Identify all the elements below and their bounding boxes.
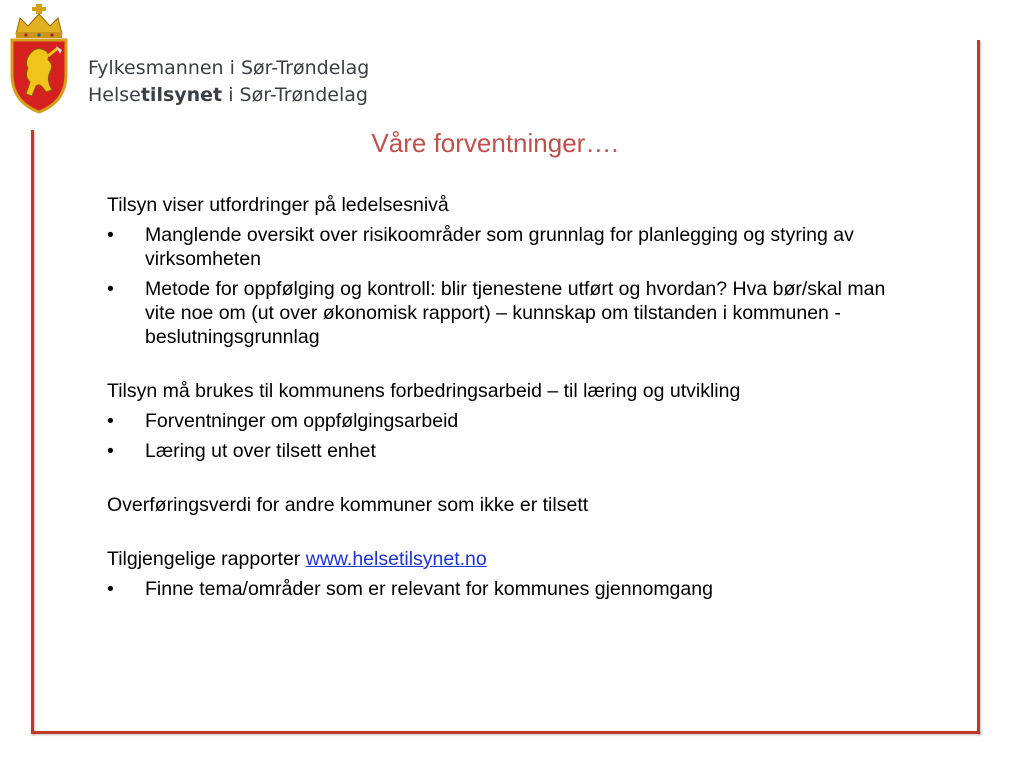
section-4-heading-text: Tilgjengelige rapporter bbox=[107, 548, 306, 570]
list-item bbox=[107, 577, 907, 601]
section-3-heading: Overføringsverdi for andre kommuner som ikke er tilsett bbox=[107, 494, 589, 516]
bullet-icon: • bbox=[107, 278, 114, 300]
list-item bbox=[107, 439, 907, 463]
section-1-heading: Tilsyn viser utfordringer på ledelsesnivå bbox=[107, 194, 449, 216]
bullet-text: Læring ut over tilsett enhet bbox=[145, 440, 376, 462]
spacer bbox=[107, 355, 907, 379]
bullet-icon: • bbox=[107, 440, 114, 462]
frame-bottom-border bbox=[31, 731, 980, 734]
bullet-icon: • bbox=[107, 224, 114, 246]
section-4-heading bbox=[107, 547, 907, 571]
coat-of-arms-icon bbox=[6, 2, 72, 114]
spacer bbox=[107, 523, 907, 547]
organization-name bbox=[88, 55, 369, 109]
helsetilsynet-link[interactable]: www.helsetilsynet.no bbox=[305, 548, 487, 570]
bullet-icon: • bbox=[107, 410, 114, 432]
org-line-1: Fylkesmannen i Sør-Trøndelag bbox=[88, 57, 370, 79]
frame-left-border bbox=[31, 130, 34, 734]
spacer bbox=[107, 469, 907, 493]
bullet-text: Finne tema/områder som er relevant for kommunes gjennomgang bbox=[145, 578, 713, 600]
list-item bbox=[107, 409, 907, 433]
slide-title: Våre forventninger…. bbox=[371, 128, 619, 158]
bullet-text: Manglende oversikt over risikoområder som grunnlag for planlegging og styring av virksomheten bbox=[145, 224, 854, 270]
list-item bbox=[107, 277, 907, 349]
org-line-2-prefix: Helse bbox=[88, 84, 141, 106]
bullet-icon: • bbox=[107, 578, 114, 600]
slide-body bbox=[107, 193, 907, 607]
org-line-2-suffix: i Sør-Trøndelag bbox=[222, 84, 368, 106]
bullet-text: Metode for oppfølging og kontroll: blir tjenestene utført og hvordan? Hva bør/skal man vite noe om (ut over økonomisk rapport) – kunnskap om tilstanden i kommunen - beslutningsgrunnlag bbox=[145, 278, 886, 348]
org-line-2 bbox=[88, 82, 369, 109]
bullet-text: Forventninger om oppfølgingsarbeid bbox=[145, 410, 459, 432]
list-item bbox=[107, 223, 907, 271]
section-2-heading: Tilsyn må brukes til kommunens forbedringsarbeid – til læring og utvikling bbox=[107, 380, 741, 402]
org-line-2-bold: tilsynet bbox=[140, 84, 223, 106]
